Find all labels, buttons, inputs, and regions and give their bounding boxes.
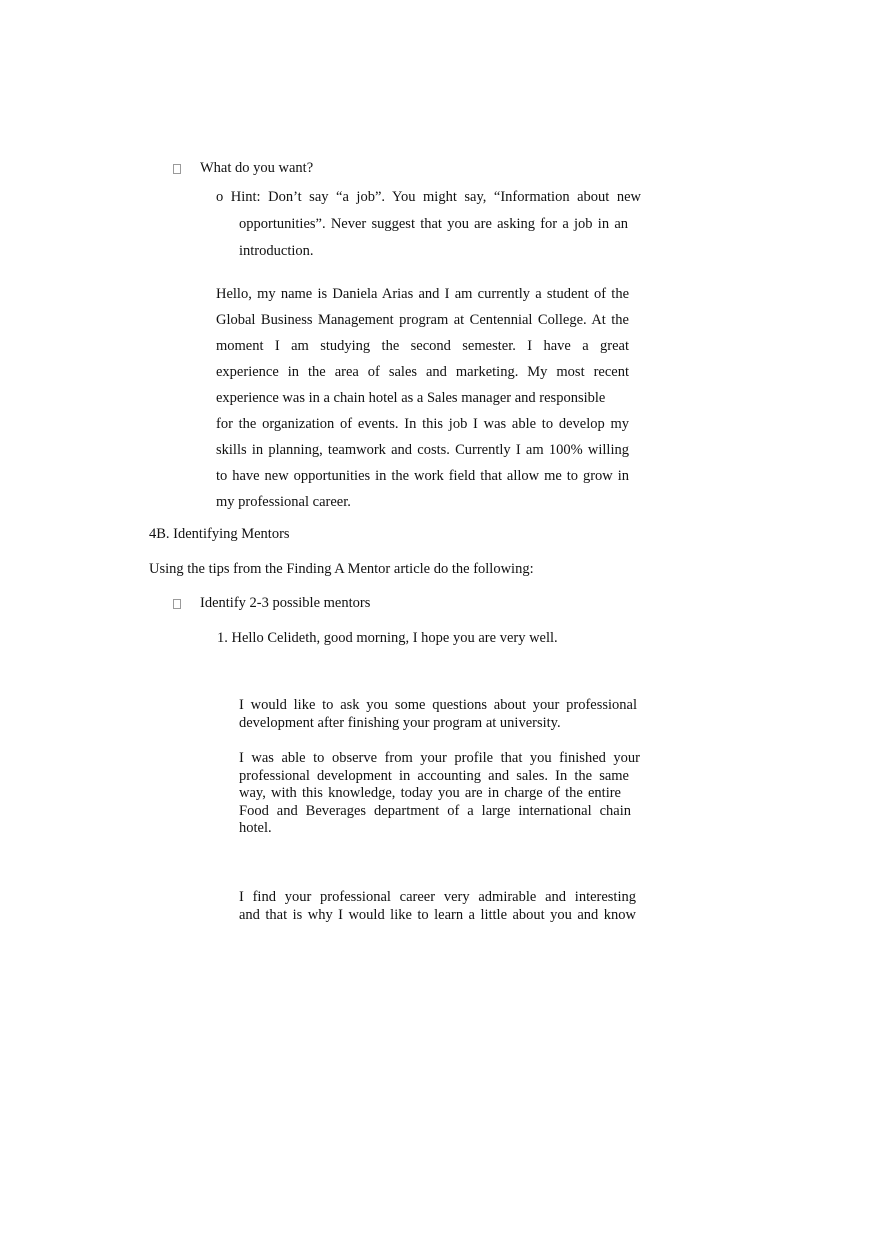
paragraph-line: Global Business Management program at Centennial College. At the [216,312,629,328]
letter-paragraph [239,889,636,924]
letter-paragraph [239,750,640,838]
intro-paragraph [216,281,629,515]
paragraph-line: moment I am studying the second semester. I have a great [216,338,629,354]
hint-line: o Hint: Don’t say “a job”. You might say, “Information about new [216,189,641,205]
letter-line: professional development in accounting and sales. In the same [239,767,629,784]
letter-line: and that is why I would like to learn a little about you and know [239,906,636,923]
hint-line: opportunities”. Never suggest that you are asking for a job in an [239,216,628,232]
paragraph-line: experience in the area of sales and marketing. My most recent [216,364,629,380]
paragraph-line: experience was in a chain hotel as a Sales manager and responsible [216,390,606,406]
letter-line: I find your professional career very admirable and interesting [239,889,636,905]
paragraph-line: Hello, my name is Daniela Arias and I am currently a student of the [216,286,629,302]
instruction-text: Using the tips from the Finding A Mentor article do the following: [149,561,534,577]
section-heading: 4B. Identifying Mentors [149,526,290,542]
letter-line: way, with this knowledge, today you are in charge of the entire [239,785,621,801]
paragraph-line: my professional career. [216,494,351,510]
letter-line: development after finishing your program at university. [239,714,561,731]
letter-line: I was able to observe from your profile that you finished your [239,750,640,766]
paragraph-line: for the organization of events. In this job I was able to develop my [216,416,629,432]
bullet-marker-icon [173,164,181,174]
letter-line: Food and Beverages department of a large international chain [239,802,631,819]
letter-paragraph [239,697,637,732]
hint-block-cont [239,211,628,265]
bullet-marker-icon [173,599,181,609]
paragraph-line: skills in planning, teamwork and costs. Currently I am 100% willing [216,442,629,458]
numbered-item: 1. Hello Celideth, good morning, I hope you are very well. [217,630,558,646]
bullet-mentors-text: Identify 2-3 possible mentors [200,595,371,611]
hint-line: introduction. [239,243,314,259]
paragraph-line: to have new opportunities in the work field that allow me to grow in [216,468,629,484]
bullet-want-text: What do you want? [200,160,314,176]
letter-line: I would like to ask you some questions about your professional [239,697,637,713]
hint-block [216,184,641,211]
letter-line: hotel. [239,820,272,836]
